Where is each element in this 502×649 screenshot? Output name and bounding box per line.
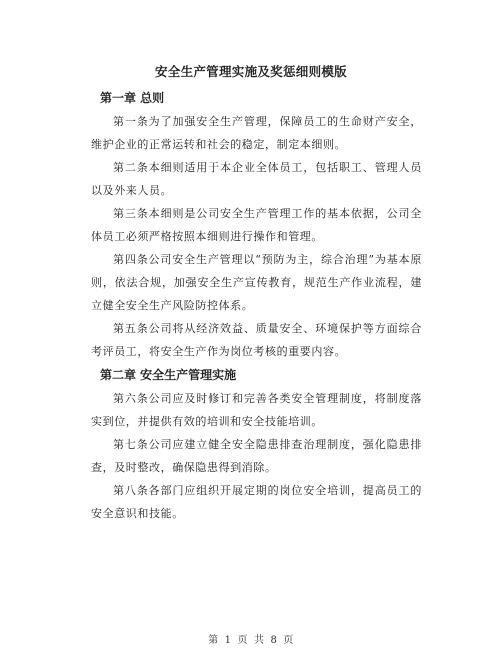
chapter-heading: 第二章 安全生产管理实施 [100,368,237,382]
footer-total-pages: 8 [270,635,278,646]
chapter-heading: 第一章 总则 [100,91,165,105]
article-paragraph: 第四条公司安全生产管理以“预防为主，综合治理”为基本原则，依法合规，加强安全生产宣传教育，规范生产作业流程，建立健全安全生产风险防控体系。 [91,253,422,312]
article-paragraph: 第八条各部门应组织开展定期的岗位安全培训，提高员工的安全意识和技能。 [91,484,422,520]
article-paragraph: 第三条本细则是公司安全生产管理工作的基本依据，公司全体员工必须严格按照本细则进行操作和管理。 [91,207,422,243]
footer-total-label: 共 [254,635,265,646]
article-paragraph: 第七条公司应建立健全安全隐患排查治理制度，强化隐患排查，及时整改，确保隐患得到消除。 [91,438,422,474]
article-paragraph: 第五条公司将从经济效益、质量安全、环境保护等方面综合考评员工，将安全生产作为岗位考核的重要内容。 [91,322,422,358]
article-paragraph: 第二条本细则适用于本企业全体员工，包括职工、管理人员以及外来人员。 [91,161,422,197]
article-paragraph: 第一条为了加强安全生产管理，保障员工的生命财产安全，维护企业的正常运转和社会的稳定，制定本细则。 [91,115,422,151]
document-body [91,86,422,525]
footer-page-suffix: 页 [283,635,294,646]
footer-current-page: 1 [224,635,232,646]
footer-page-prefix: 第 [208,635,219,646]
document-title: 安全生产管理实施及奖惩细则模版 [154,64,347,79]
article-paragraph: 第六条公司应及时修订和完善各类安全管理制度，将制度落实到位，并提供有效的培训和安全技能培训。 [91,392,422,428]
page-footer [0,631,502,646]
footer-page-mid: 页 [237,635,248,646]
